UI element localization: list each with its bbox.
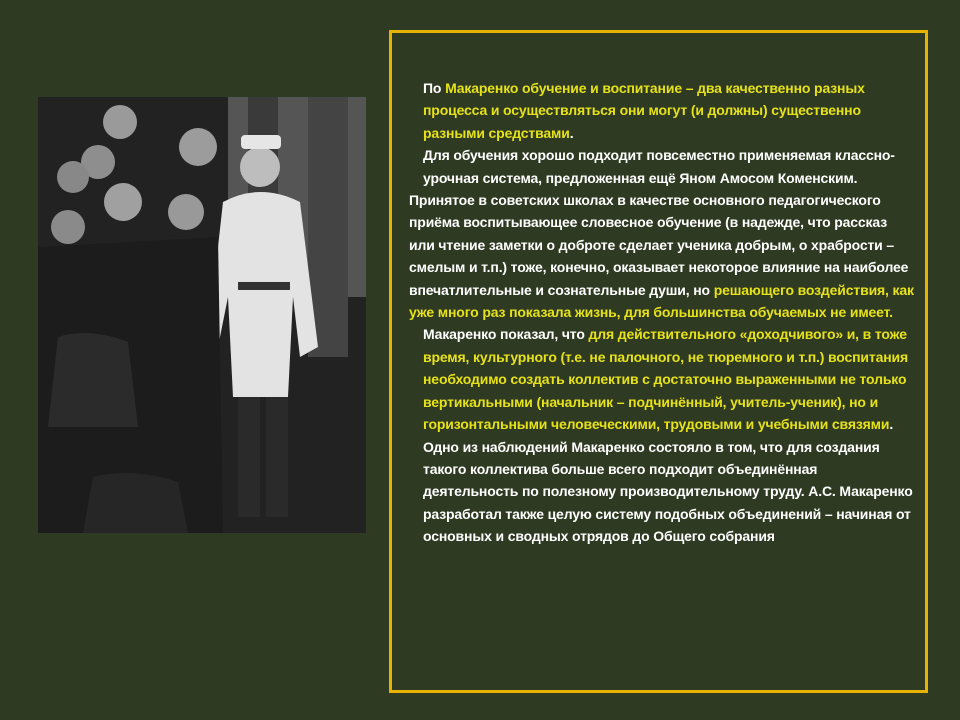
- historical-group-photo: [38, 97, 366, 533]
- text-panel: [389, 30, 928, 693]
- paragraph-2: Для обучения хорошо подходит повсеместно применяемая классно-урочная система, предложенная ещё Яном Амосом Коменским.: [423, 147, 895, 186]
- paragraph-1: По Макаренко обучение и воспитание – два качественно разных процесса и осуществляться они могут (и должны) существенно разными средствами.: [423, 80, 865, 141]
- paragraph-3: Принятое в советских школах в качестве основного педагогического приёма воспитывающее словесное обучение (в надежде, что рассказ или чтение заметки о доброте сделает ученика добрым, о храбрости – смелым и т.п.) тоже, конечно, оказывает некоторое влияние на наиболее впечатлительные и сознательные души, но решающего воздействия, как уже много раз показала жизнь, для большинства обучаемых не имеет.: [409, 192, 914, 321]
- paragraph-4: Макаренко показал, что для действительного «доходчивого» и, в тоже время, культурного (т.е. не палочного, не тюремного и т.п.) воспитания необходимо создать коллектив с достаточно выраженными не только вертикальными (начальник – подчинённый, учитель-ученик), но и горизонтальными человеческими, трудовыми и учебными связями. Одно из наблюдений Макаренко состояло в том, что для создания такого коллектива больше всего подходит объединённая деятельность по полезному производительному труду. А.С. Макаренко разработал также целую систему подобных объединений – начиная от основных и сводных отрядов до Общего собрания: [423, 326, 913, 545]
